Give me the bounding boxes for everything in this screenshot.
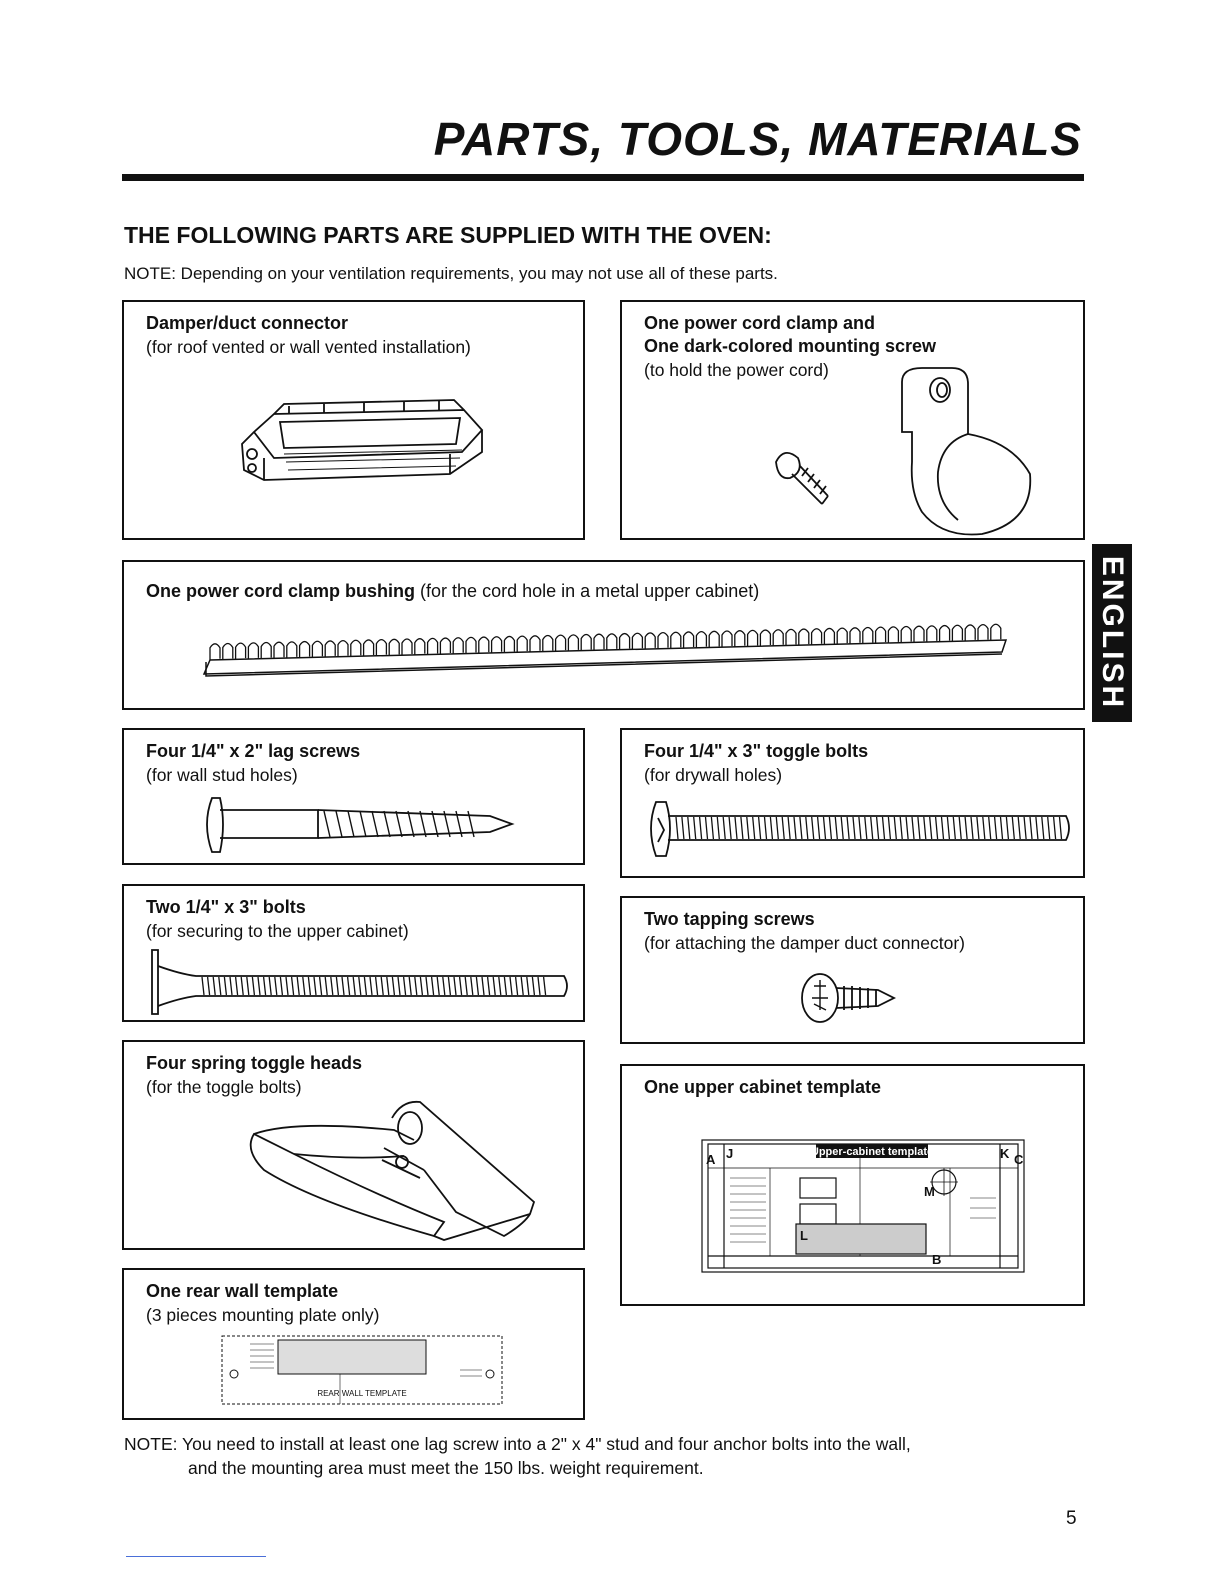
part-desc: (for attaching the damper duct connector) — [644, 933, 966, 953]
part-box-lag-screws — [122, 728, 585, 865]
footer-divider — [126, 1556, 266, 1557]
part-name-line2: One dark-colored mounting screw — [644, 336, 937, 356]
label-m: M — [924, 1184, 935, 1199]
label-k: K — [1000, 1146, 1010, 1161]
part-box-bolts — [122, 884, 585, 1022]
part-desc: (to hold the power cord) — [644, 360, 829, 380]
part-name: Four 1/4" x 2" lag screws — [146, 741, 361, 761]
section-title: THE FOLLOWING PARTS ARE SUPPLIED WITH THE OVEN: — [124, 222, 772, 248]
note-bottom-line2: and the mounting area must meet the 150 lbs. weight requirement. — [188, 1458, 704, 1478]
upper-template-illustration — [700, 1138, 1030, 1278]
note-top: NOTE: Depending on your ventilation requirements, you may not use all of these parts. — [124, 264, 778, 283]
part-desc: (for the toggle bolts) — [146, 1077, 302, 1097]
part-name: Two 1/4" x 3" bolts — [146, 897, 306, 917]
part-box-tapping-screws — [620, 896, 1085, 1044]
page-title: PARTS, TOOLS, MATERIALS — [433, 113, 1082, 165]
language-tab — [1092, 544, 1132, 722]
template-banner: Upper-cabinet template — [810, 1146, 934, 1158]
tapping-screw-illustration — [798, 968, 908, 1028]
part-box-toggle-bolts — [620, 728, 1085, 878]
rear-template-illustration — [220, 1334, 506, 1408]
part-box-toggle-heads — [122, 1040, 585, 1250]
cord-clamp-illustration — [762, 362, 1042, 537]
part-name-line1: One power cord clamp and — [644, 313, 876, 333]
part-desc: (for wall stud holes) — [146, 765, 298, 785]
rear-template-label: REAR WALL TEMPLATE — [317, 1389, 407, 1398]
part-name-inline — [146, 580, 759, 603]
part-name: Four spring toggle heads — [146, 1053, 363, 1073]
label-c: C — [1014, 1152, 1024, 1167]
part-box-damper — [122, 300, 585, 540]
note-bottom — [124, 1432, 1024, 1480]
part-name: Four 1/4" x 3" toggle bolts — [644, 741, 869, 761]
label-j: J — [726, 1146, 734, 1161]
bushing-illustration — [202, 618, 1022, 682]
note-bottom-line1: NOTE: You need to install at least one lag screw into a 2" x 4" stud and four anchor bolts into the wall, — [124, 1434, 911, 1454]
label-b: B — [932, 1252, 942, 1267]
part-name: Damper/duct connector — [146, 313, 349, 333]
toggle-bolt-illustration — [646, 798, 1076, 862]
part-box-bushing — [122, 560, 1085, 710]
lag-screw-illustration — [200, 790, 520, 860]
label-l: L — [800, 1228, 808, 1243]
toggle-head-illustration — [234, 1090, 554, 1250]
part-desc: (3 pieces mounting plate only) — [146, 1305, 380, 1325]
part-desc: (for the cord hole in a metal upper cabinet) — [415, 581, 760, 601]
damper-illustration — [224, 392, 494, 502]
bolt-illustration — [146, 948, 576, 1016]
part-desc: (for securing to the upper cabinet) — [146, 921, 409, 941]
part-box-rear-template — [122, 1268, 585, 1420]
label-a: A — [706, 1152, 716, 1167]
language-label: ENGLISH — [1096, 555, 1129, 711]
part-desc: (for drywall holes) — [644, 765, 783, 785]
part-name: Two tapping screws — [644, 909, 815, 929]
part-box-cord-clamp — [620, 300, 1085, 540]
title-rule — [122, 174, 1084, 181]
part-box-upper-template — [620, 1064, 1085, 1306]
part-name: One upper cabinet template — [644, 1077, 882, 1097]
part-name: One rear wall template — [146, 1281, 339, 1301]
page-number: 5 — [1066, 1508, 1077, 1529]
part-desc: (for roof vented or wall vented installation) — [146, 337, 471, 357]
part-name: One power cord clamp bushing — [146, 581, 416, 601]
